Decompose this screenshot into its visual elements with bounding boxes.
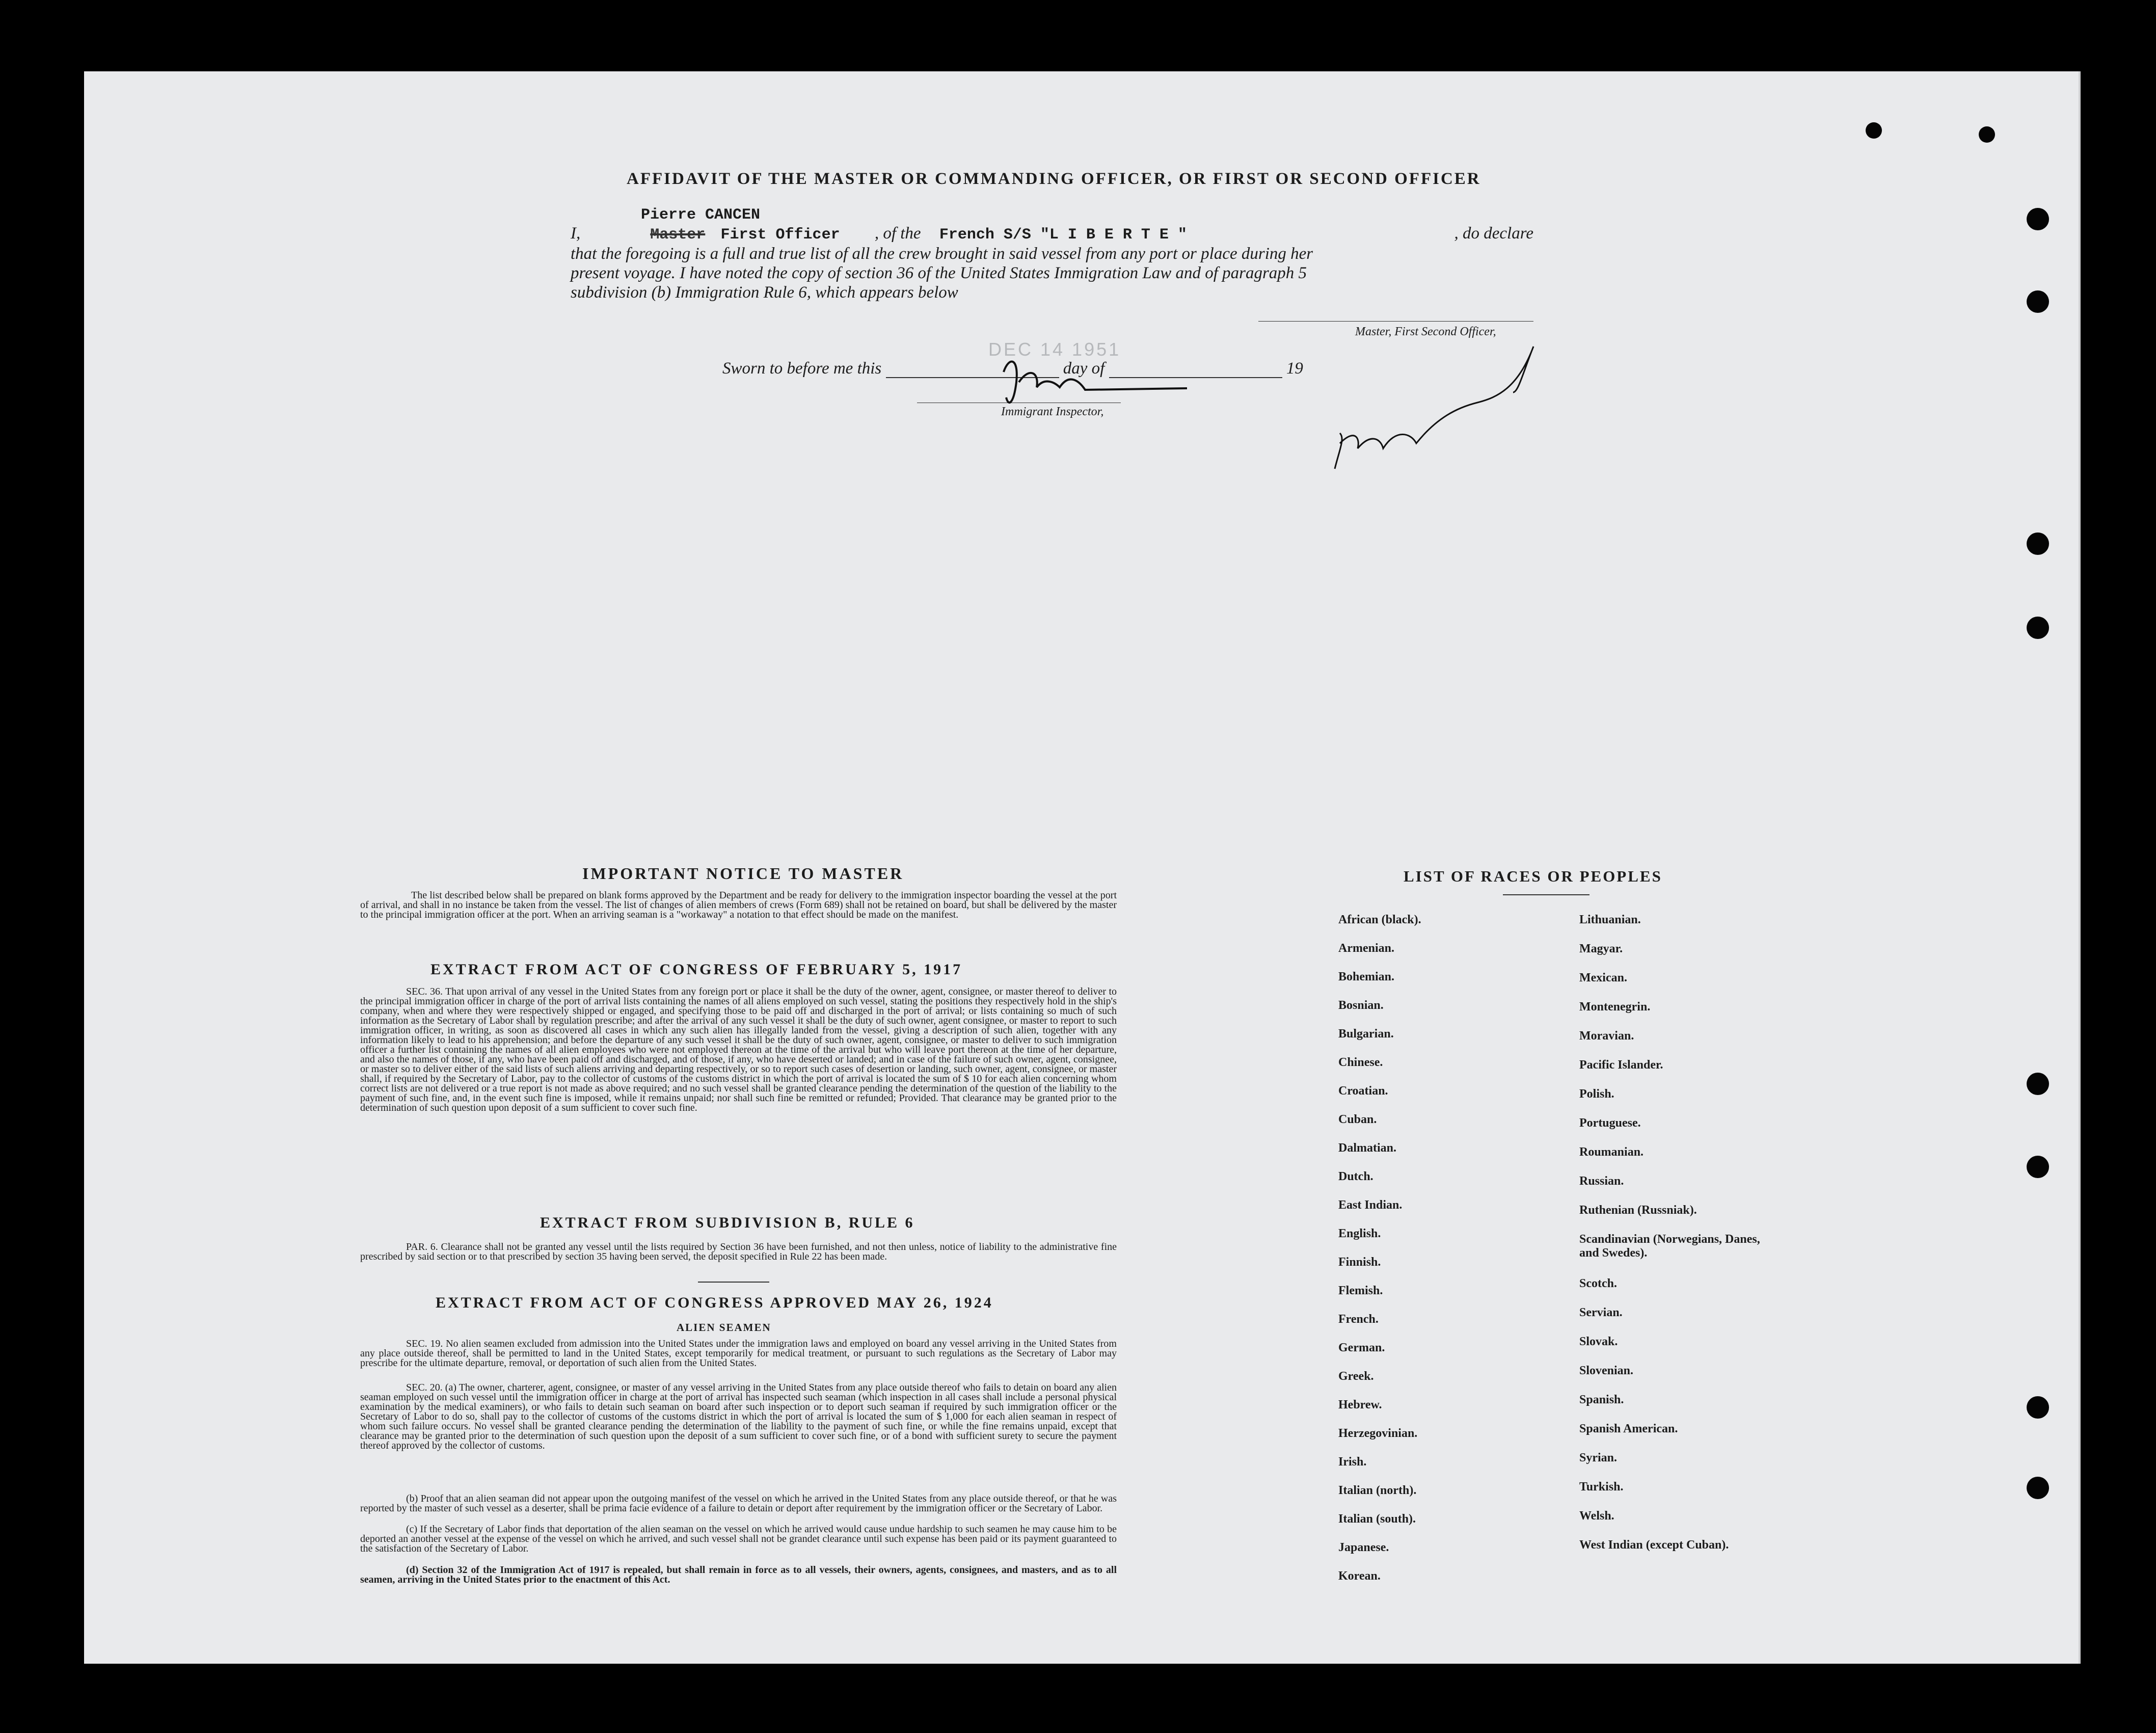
race-item: Bulgarian.: [1338, 1027, 1394, 1041]
signature-line: [1258, 321, 1533, 322]
race-item: Greek.: [1338, 1370, 1374, 1383]
race-item: Japanese.: [1338, 1541, 1389, 1554]
extract-1917-title: EXTRACT FROM ACT OF CONGRESS OF FEBRUARY 5, 1917: [430, 961, 963, 978]
punch-hole: [2027, 1396, 2049, 1419]
race-item: Bohemian.: [1338, 970, 1395, 983]
declaration-line-4: subdivision (b) Immigration Rule 6, which appears below: [571, 283, 958, 302]
race-item: Herzegovinian.: [1338, 1427, 1418, 1440]
punch-hole: [2027, 532, 2049, 555]
sec20d-body: (d) Section 32 of the Immigration Act of 1917 is repealed, but shall remain in force as to all vessels, their owners, agents, consignees, and masters, and as to all seamen, arriving in the United States prior to the enactment of this Act.: [360, 1564, 1117, 1585]
race-item: Roumanian.: [1579, 1145, 1644, 1159]
race-item: Magyar.: [1579, 942, 1623, 955]
inspector-signature: [993, 352, 1197, 418]
punch-hole: [2027, 617, 2049, 639]
race-item: Mexican.: [1579, 971, 1627, 984]
race-item: Finnish.: [1338, 1256, 1381, 1269]
notice-title: IMPORTANT NOTICE TO MASTER: [582, 864, 904, 883]
race-item: Spanish.: [1579, 1393, 1624, 1406]
race-item: Russian.: [1579, 1175, 1624, 1188]
race-item: Italian (south).: [1338, 1512, 1416, 1526]
punch-hole: [2027, 290, 2049, 313]
sec19-body: SEC. 19. No alien seamen excluded from admission into the United States under the immigration laws and employed on board any vessel arriving in the United States from any place outside thereof, shall be permitted to land in the United States, except temporarily for medical treatment, or pursuant to such regulations as the Secretary of Labor may prescribe for the ultimate departure, removal, or deportation of such alien from the United States.: [360, 1338, 1117, 1369]
race-item: Armenian.: [1338, 942, 1394, 955]
race-item: Korean.: [1338, 1569, 1381, 1583]
inspector-caption: Immigrant Inspector,: [1001, 405, 1104, 418]
race-item: Hebrew.: [1338, 1398, 1382, 1411]
affidavit-title: AFFIDAVIT OF THE MASTER OR COMMANDING OFFICER, OR FIRST OR SECOND OFFICER: [627, 170, 1481, 188]
races-title: LIST OF RACES OR PEOPLES: [1404, 867, 1662, 885]
officer-signature: [1325, 341, 1539, 474]
races-divider: [1503, 894, 1589, 895]
sec20b-body: (b) Proof that an alien seaman did not appear upon the outgoing manifest of the vessel on which he arrived in the United States from any place outside thereof, or that he was reported by the master of such vessel as a deserter, shall be prima facie evidence of a failure to detain or deport after requirement by the immigration officer or the Secretary of Labor.: [360, 1493, 1117, 1514]
race-item: African (black).: [1338, 913, 1421, 926]
divider: [698, 1282, 769, 1283]
punch-hole: [2027, 1477, 2049, 1499]
race-item: Pacific Islander.: [1579, 1058, 1663, 1072]
race-item: West Indian (except Cuban).: [1579, 1538, 1729, 1552]
race-item: Dalmatian.: [1338, 1141, 1396, 1155]
race-item: Servian.: [1579, 1306, 1623, 1319]
race-item: Croatian.: [1338, 1084, 1388, 1098]
extract-rule6-body: PAR. 6. Clearance shall not be granted any vessel until the lists required by Section 36 have been furnished, and not then unless, notice of liability to the administrative fine prescribed by said section or to that prescribed by section 35 having been served, the deposit specified in Rule 22 has been made.: [360, 1241, 1117, 1262]
race-item: Portuguese.: [1579, 1116, 1641, 1130]
race-item: Slovenian.: [1579, 1364, 1634, 1377]
race-item: Spanish American.: [1579, 1422, 1678, 1435]
race-item: Slovak.: [1579, 1335, 1618, 1348]
race-item: English.: [1338, 1227, 1381, 1240]
date-stamp: DEC 14 1951: [988, 339, 1121, 360]
sworn-line: Sworn to before me this day of 19: [722, 359, 1303, 378]
race-item: Scandinavian (Norwegians, Danes, and Swedes).: [1579, 1233, 1760, 1260]
race-item: Welsh.: [1579, 1509, 1614, 1523]
declaration-line-3: present voyage. I have noted the copy of section 36 of the United States Immigration Law and of paragraph 5: [571, 264, 1307, 282]
race-item: Irish.: [1338, 1455, 1367, 1469]
race-item: German.: [1338, 1341, 1385, 1354]
typed-officer-name: Pierre CANCEN: [641, 206, 761, 224]
alien-seamen-subtitle: ALIEN SEAMEN: [677, 1321, 771, 1334]
race-item: Syrian.: [1579, 1451, 1618, 1464]
race-item: Scotch.: [1579, 1277, 1617, 1290]
race-item: Polish.: [1579, 1087, 1614, 1101]
punch-hole: [1866, 122, 1882, 139]
punch-hole: [2027, 1073, 2049, 1095]
punch-hole: [2027, 1156, 2049, 1178]
extract-1924-title: EXTRACT FROM ACT OF CONGRESS APPROVED MAY 26, 1924: [436, 1294, 993, 1311]
punch-hole: [2027, 208, 2049, 230]
officer-caption: Master, First Second Officer,: [1355, 325, 1496, 338]
race-item: Dutch.: [1338, 1170, 1373, 1183]
declaration-line-1: I, Master First Officer , of the French S/S "L I B E R T E " , do declare: [571, 224, 1533, 244]
race-item: Moravian.: [1579, 1029, 1634, 1043]
race-item: Turkish.: [1579, 1480, 1624, 1494]
vessel-name: French S/S "L I B E R T E ": [939, 226, 1187, 244]
race-item: Ruthenian (Russniak).: [1579, 1204, 1697, 1217]
extract-rule6-title: EXTRACT FROM SUBDIVISION B, RULE 6: [540, 1214, 915, 1231]
sec20c-body: (c) If the Secretary of Labor finds that deportation of the alien seaman on the vessel on which he arrived would cause undue hardship to such seamen he may cause him to be deported an another vessel at the expense of the vessel on which he arrived, and such vessel shall not be grandet clearance until such expense has been paid or its payment guaranteed to the satisfaction of the Secretary of Labor.: [360, 1524, 1117, 1554]
sec20a-body: SEC. 20. (a) The owner, charterer, agent, consignee, or master of any vessel arriving in the United States from any place outside thereof who fails to detain on board any alien seaman employed on such vessel until the immigration officer in charge at the port of arrival has inspected such seaman (which inspection in all cases shall include a personal physical examination by the medical examiners), or who fails to detain such seaman on board after such inspection or to deport such seaman if required by such immigration officer or the Secretary of Labor to do so, shall pay to the collector of customs of the customs district in which the port of arrival is located the sum of $ 1,000 for each alien seaman in respect of whom such failure occurs. No vessel shall be granted clearance pending the determination of the liability to the payment of such fine, or while the fine remains unpaid, except that clearance may be granted prior to the determination of such question upon the deposit of a sum sufficient to cover such fine, or of a bond with sufficient surety to secure the payment thereof approved by the collector of customs.: [360, 1382, 1117, 1451]
extract-1917-body: SEC. 36. That upon arrival of any vessel in the United States from any foreign port or place it shall be the duty of the owner, agent, consignee, or master thereof to deliver to the principal immigration officer in charge of the port of arrival lists containing the names of all aliens employed on such vessel, stating the positions they respectively hold in the ship's company, when and where they were respectively shipped or engaged, and specifying those to be paid off and discharged in the port of arrival; or lists containing so much of such information as the Secretary of Labor shall by regulation prescribe; and after the arrival of any such vessel it shall be the duty of such owner, agent consignee, or master to report to such immigration officer, in writing, as soon as discovered all cases in which any such alien has illegally landed from the vessel, giving a description of such alien, together with any information likely to lead to his apprehension; and before the departure of any such vessel it shall be the duty of such owner, agent, consignee, or master to deliver to such immigration officer a further list containing the names of all alien employees who were not employed thereon at the time of the arrival but who will leave port thereon at the time of her departure, and also the names of those, if any, who have been paid off and discharged, and of those, if any, who have deserted or landed; and in case of the failure of such owner, agent, consignee, or master so to deliver either of the said lists of such aliens arriving and departing respectively, or so to report such cases of desertion or landing, such owner, agent, consignee, or master shall, if required by the Secretary of Labor, pay to the collector of customs of the customs district in which the port of arrival is located the sum of $ 10 for each alien concerning whom correct lists are not delivered or a true report is not made as above required; and no such vessel shall be granted clearance pending the determination of the question of the liability to the payment of such fine, and, in the event such fine is imposed, while it remains unpaid; nor shall such fine be remitted or refunded; Provided. That clearance may be granted prior to the determination of such question upon deposit of a sum sufficient to cover such fine.: [360, 986, 1117, 1113]
race-item: Lithuanian.: [1579, 913, 1641, 926]
race-item: Montenegrin.: [1579, 1000, 1651, 1014]
officer-rank: First Officer: [720, 226, 840, 244]
race-item: East Indian.: [1338, 1198, 1403, 1212]
race-item: Flemish.: [1338, 1284, 1383, 1297]
race-item: Bosnian.: [1338, 999, 1384, 1012]
struck-master: Master: [650, 226, 706, 244]
race-item: French.: [1338, 1313, 1379, 1326]
race-item: Cuban.: [1338, 1113, 1377, 1126]
notice-body: The list described below shall be prepared on blank forms approved by the Department and be ready for delivery to the immigration inspector boarding the vessel at the port of arrival, and shall in no instance be taken from the vessel. The list of changes of alien members of crews (Form 689) shall not be retained on board, but shall be delivered by the master to the principal immigration officer at the port. When an arriving seaman is a "workaway" a notation to that effect should be made on the manifest.: [360, 890, 1117, 920]
punch-hole: [1979, 126, 1995, 143]
race-item: Chinese.: [1338, 1056, 1383, 1069]
declaration-line-2: that the foregoing is a full and true list of all the crew brought in said vessel from any port or place during her: [571, 245, 1313, 263]
race-item: Italian (north).: [1338, 1484, 1417, 1497]
